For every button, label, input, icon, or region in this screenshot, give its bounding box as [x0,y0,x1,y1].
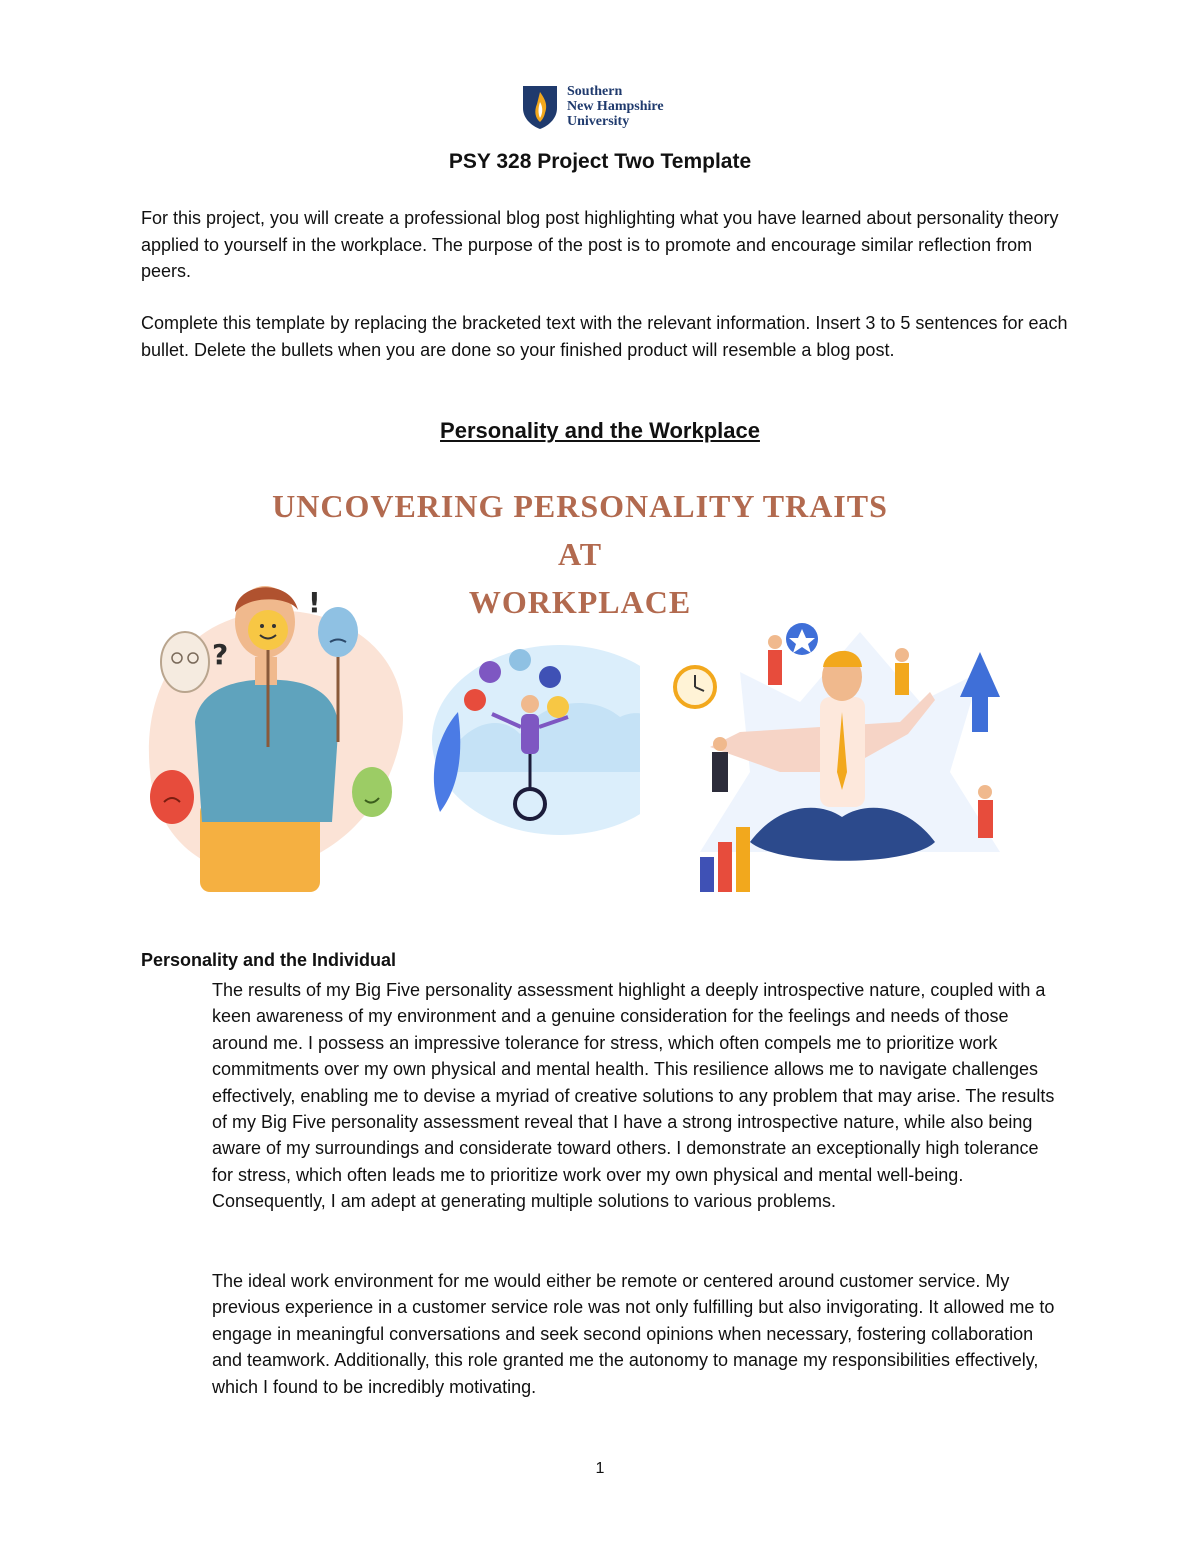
blog-heading: Personality and the Workplace [440,418,760,443]
banner-illustration [140,472,1060,902]
logo-line-3: University [567,114,630,129]
svg-text:?: ? [212,638,229,671]
banner-line-3: WORKPLACE [468,584,692,620]
shield-flame-icon [521,84,559,130]
banner-title [240,482,920,626]
intro-paragraph: For this project, you will create a professional blog post highlighting what you have learned about personality theory applied to yourself in the workplace. The purpose of the post is to promote and encourage similar reflection from peers. [141,208,1059,281]
instructions-paragraph: Complete this template by replacing the bracketed text with the relevant information. Insert 3 to 5 sentences for each bullet. Delete the bullets when you are done so your finished product will resemble a blog post. [141,313,1068,360]
section-title: Personality and the Individual [141,950,397,970]
multitasking-businessman-illustration [640,622,1040,892]
banner-line-1: UNCOVERING PERSONALITY TRAITS [272,488,888,524]
section-paragraph-1: The results of my Big Five personality assessment highlight a deeply introspective nature, coupled with a keen awareness of my environment and a genuine consideration for the feelings and needs of those around me. I possess an impressive tolerance for stress, which often compels me to prioritize work commitments over my own physical and mental health. This resilience allows me to navigate challenges effectively, enabling me to devise a myriad of creative solutions to any problem that may arise. The results of my Big Five personality assessment reveal that I have a strong introspective nature, while also being aware of my surroundings and considerate toward others. I demonstrate an exceptionally high tolerance for stress, which often leads me to prioritize work over my own physical and mental well-being. Consequently, I am adept at generating multiple solutions to various problems. [212,980,1055,1212]
document-title: PSY 328 Project Two Template [448,150,752,173]
banner-line-2: AT [557,536,603,572]
svg-text:!: ! [308,586,321,619]
section-paragraph-2: The ideal work environment for me would either be remote or centered around customer service. My previous experience in a customer service role was not only fulfilling but also invigorating. It allowed me to engage in meaningful conversations and seek second opinions when necessary, fostering collaboration and teamwork. Additionally, this role granted me the autonomy to manage my responsibilities effectively, which I found to be incredibly motivating. [212,1271,1055,1397]
masks-person-illustration [149,586,403,892]
page-number: 1 [595,1460,605,1477]
logo-line-2: New Hampshire [567,99,664,114]
logo-line-1: Southern [567,84,623,99]
university-logo [521,84,691,134]
